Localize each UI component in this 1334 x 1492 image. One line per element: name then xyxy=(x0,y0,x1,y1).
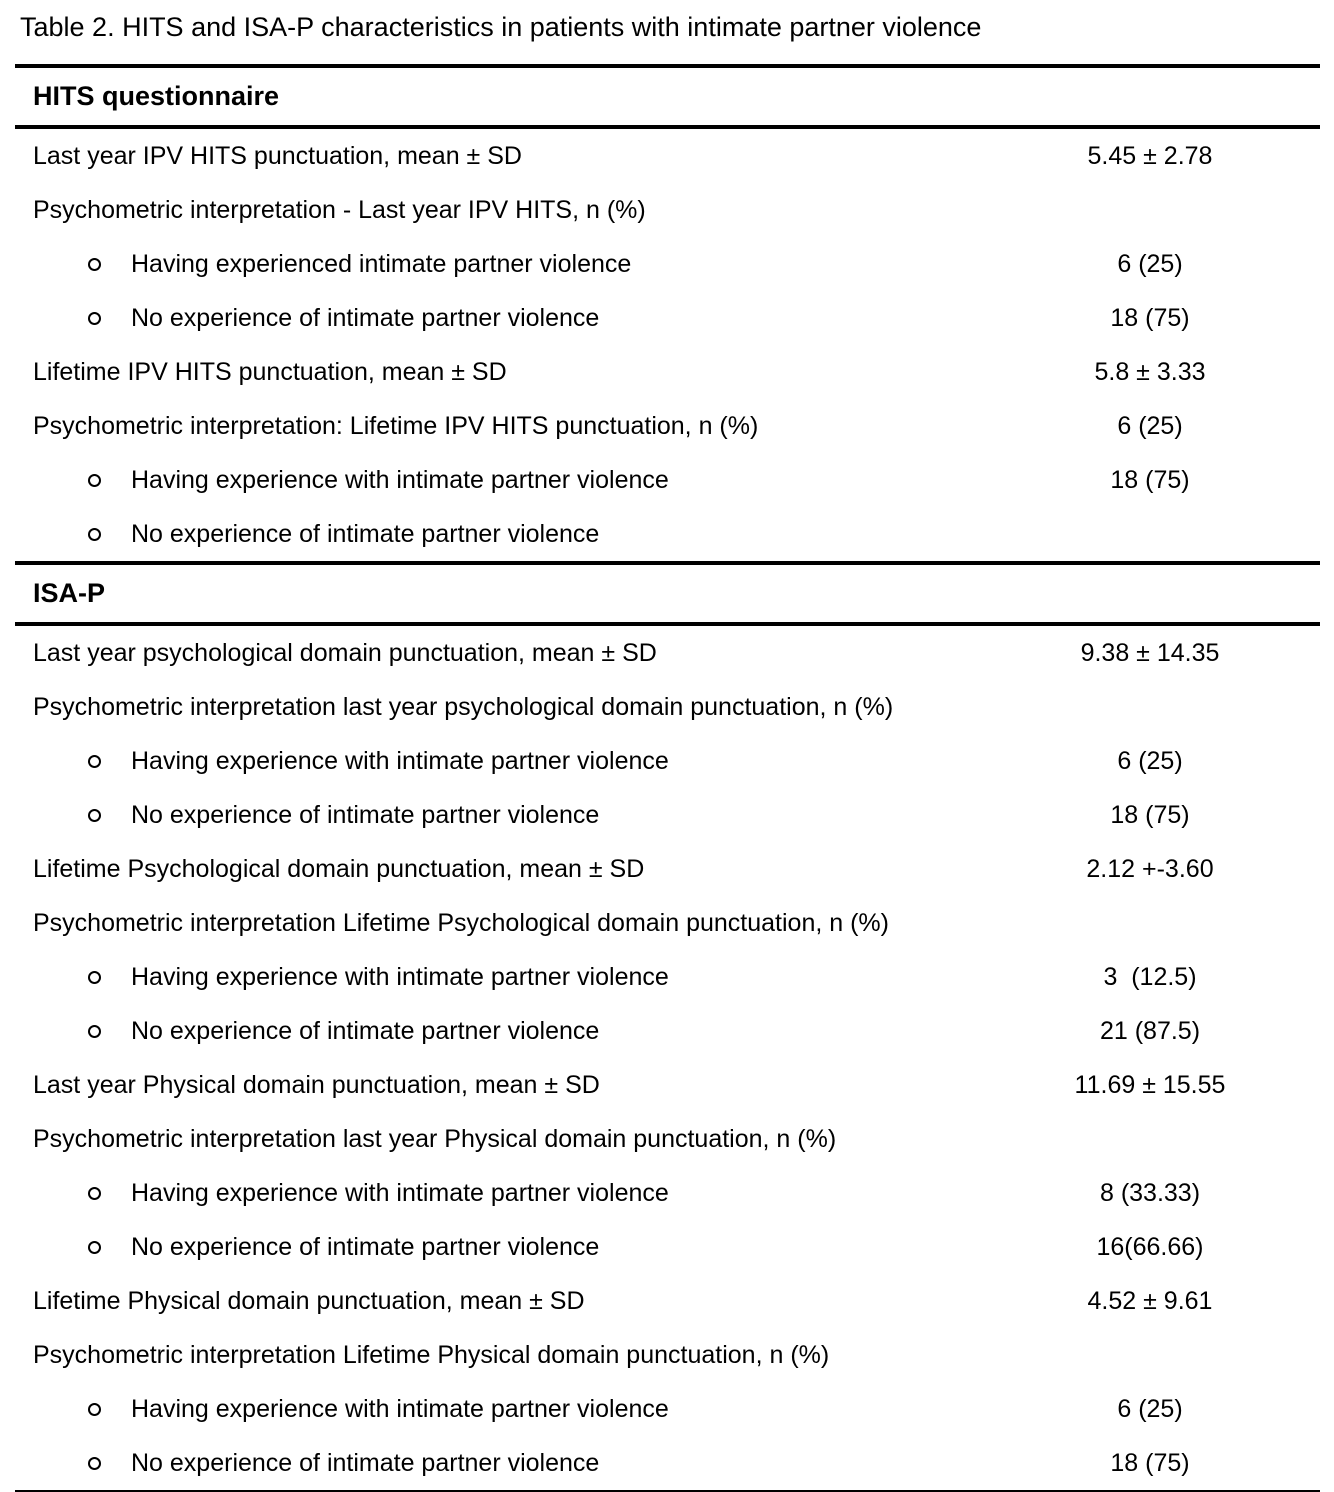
row-label: Psychometric interpretation: Lifetime IPV HITS punctuation, n (%) xyxy=(33,411,759,440)
row-label: Having experience with intimate partner violence xyxy=(131,746,669,775)
section-rows xyxy=(15,626,1320,1490)
row-value: 11.69 ± 15.55 xyxy=(1074,1070,1226,1099)
table-row xyxy=(15,1274,1320,1328)
circle-bullet-icon xyxy=(88,971,101,984)
row-value: 18 (75) xyxy=(1110,1448,1190,1477)
row-value: 6 (25) xyxy=(1117,746,1183,775)
table-caption: Table 2. HITS and ISA-P characteristics in patients with intimate partner violence xyxy=(20,12,982,42)
table-row xyxy=(15,896,1320,950)
circle-bullet-icon xyxy=(88,809,101,822)
circle-bullet-icon xyxy=(88,528,101,541)
row-label: Having experience with intimate partner violence xyxy=(131,1178,669,1207)
table-row xyxy=(15,1328,1320,1382)
row-label: No experience of intimate partner violence xyxy=(131,1016,600,1045)
row-label: No experience of intimate partner violence xyxy=(131,1448,600,1477)
circle-bullet-icon xyxy=(88,1403,101,1416)
row-label: Lifetime Physical domain punctuation, mean ± SD xyxy=(33,1286,585,1315)
row-label: Psychometric interpretation - Last year IPV HITS, n (%) xyxy=(33,195,646,224)
row-label: Psychometric interpretation Lifetime Psychological domain punctuation, n (%) xyxy=(33,908,889,937)
circle-bullet-icon xyxy=(88,1025,101,1038)
circle-bullet-icon xyxy=(88,312,101,325)
data-table xyxy=(15,64,1320,1492)
table-row xyxy=(15,507,1320,561)
row-label: Having experienced intimate partner violence xyxy=(131,249,632,278)
table-row xyxy=(15,1220,1320,1274)
row-value: 5.45 ± 2.78 xyxy=(1087,141,1213,170)
table-row xyxy=(15,788,1320,842)
table-row xyxy=(15,345,1320,399)
table-row xyxy=(15,291,1320,345)
row-label: Having experience with intimate partner violence xyxy=(131,465,669,494)
circle-bullet-icon xyxy=(88,1241,101,1254)
circle-bullet-icon xyxy=(88,1187,101,1200)
row-value: 21 (87.5) xyxy=(1099,1016,1201,1045)
row-label: Psychometric interpretation last year Physical domain punctuation, n (%) xyxy=(33,1124,837,1153)
table-row xyxy=(15,1058,1320,1112)
table-row xyxy=(15,626,1320,680)
table-row xyxy=(15,237,1320,291)
row-label: Last year psychological domain punctuation, mean ± SD xyxy=(33,638,657,667)
table-section xyxy=(15,64,1320,561)
section-rows xyxy=(15,129,1320,561)
table-row xyxy=(15,1166,1320,1220)
table-row xyxy=(15,399,1320,453)
circle-bullet-icon xyxy=(88,755,101,768)
row-label: Last year Physical domain punctuation, mean ± SD xyxy=(33,1070,600,1099)
table-row xyxy=(15,1382,1320,1436)
row-value: 4.52 ± 9.61 xyxy=(1087,1286,1213,1315)
circle-bullet-icon xyxy=(88,258,101,271)
table-row xyxy=(15,1436,1320,1490)
row-label: Lifetime Psychological domain punctuation, mean ± SD xyxy=(33,854,645,883)
table-row xyxy=(15,129,1320,183)
row-label: No experience of intimate partner violence xyxy=(131,303,600,332)
row-label: Having experience with intimate partner violence xyxy=(131,1394,669,1423)
table-row xyxy=(15,1112,1320,1166)
row-value: 6 (25) xyxy=(1117,1394,1183,1423)
row-value: 9.38 ± 14.35 xyxy=(1080,638,1220,667)
circle-bullet-icon xyxy=(88,474,101,487)
circle-bullet-icon xyxy=(88,1457,101,1470)
table-row xyxy=(15,680,1320,734)
row-value: 8 (33.33) xyxy=(1099,1178,1201,1207)
row-label: No experience of intimate partner violence xyxy=(131,1232,600,1261)
table-row xyxy=(15,183,1320,237)
table-section xyxy=(15,561,1320,1490)
row-value: 18 (75) xyxy=(1110,303,1190,332)
row-value: 6 (25) xyxy=(1117,249,1183,278)
row-value: 18 (75) xyxy=(1110,465,1190,494)
row-label: Psychometric interpretation Lifetime Physical domain punctuation, n (%) xyxy=(33,1340,830,1369)
table-row xyxy=(15,734,1320,788)
section-header: ISA-P xyxy=(15,561,1320,626)
table-row xyxy=(15,453,1320,507)
table-row xyxy=(15,1004,1320,1058)
row-value: 3 (12.5) xyxy=(1103,962,1197,991)
row-label: Having experience with intimate partner violence xyxy=(131,962,669,991)
row-label: No experience of intimate partner violence xyxy=(131,519,600,548)
row-label: Last year IPV HITS punctuation, mean ± SD xyxy=(33,141,522,170)
table-row xyxy=(15,842,1320,896)
row-value: 2.12 +-3.60 xyxy=(1086,854,1214,883)
table-row xyxy=(15,950,1320,1004)
section-header: HITS questionnaire xyxy=(15,64,1320,129)
row-label: No experience of intimate partner violence xyxy=(131,800,600,829)
row-value: 16(66.66) xyxy=(1096,1232,1204,1261)
row-value: 6 (25) xyxy=(1117,411,1183,440)
row-label: Psychometric interpretation last year psychological domain punctuation, n (%) xyxy=(33,692,894,721)
row-label: Lifetime IPV HITS punctuation, mean ± SD xyxy=(33,357,507,386)
row-value: 18 (75) xyxy=(1110,800,1190,829)
row-value: 5.8 ± 3.33 xyxy=(1094,357,1206,386)
